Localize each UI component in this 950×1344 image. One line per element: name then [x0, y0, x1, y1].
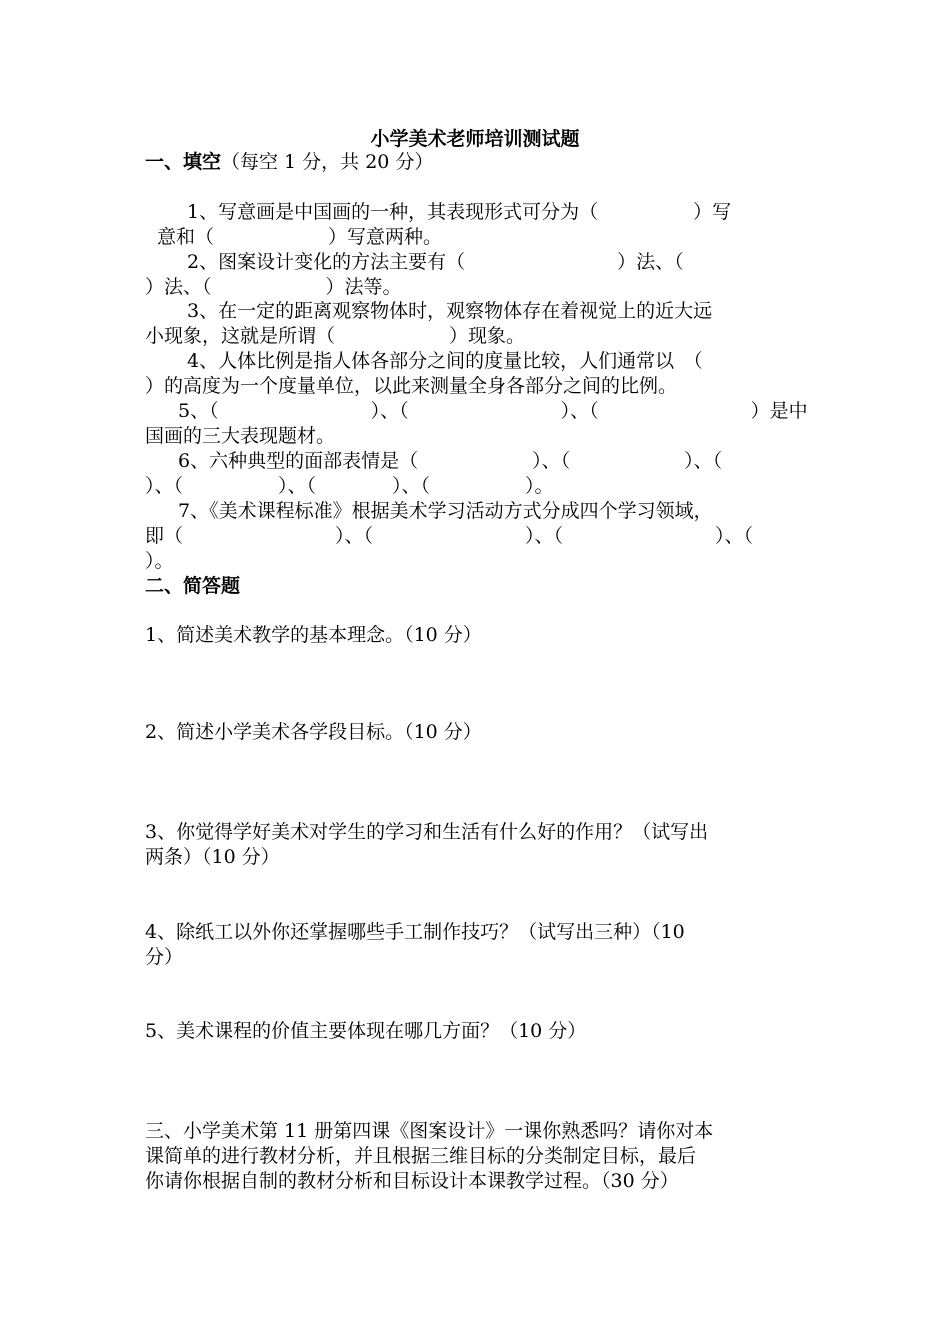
short-answer-q1: 1、简述美术教学的基本理念。（10 分） [145, 624, 482, 646]
short-answer-q4-line1: 4、除纸工以外你还掌握哪些手工制作技巧？（试写出三种）（10 [145, 921, 685, 943]
fill-q2-line2: ）法、（ ）法等。 [145, 276, 402, 298]
page-title: 小学美术老师培训测试题 [370, 128, 580, 150]
fill-q7-line1: 7、《美术课程标准》根据美术学习活动方式分成四个学习领域， [178, 500, 713, 522]
fill-q6-line1: 6、六种典型的面部表情是（ ）、（ ）、（ [178, 450, 723, 472]
section1-scoring-note: （每空 1 分，共 20 分） [221, 151, 434, 173]
short-answer-q3-line1: 3、你觉得学好美术对学生的学习和生活有什么好的作用？（试写出 [145, 821, 709, 843]
short-answer-q5: 5、美术课程的价值主要体现在哪几方面？（10 分） [145, 1020, 587, 1042]
fill-q4-line1: 4、人体比例是指人体各部分之间的度量比较，人们通常以 （ [187, 350, 703, 372]
section3-line3: 你请你根据自制的教材分析和目标设计本课教学过程。（30 分） [145, 1170, 679, 1192]
section3-line1: 三、小学美术第 11 册第四课《图案设计》一课你熟悉吗？请你对本 [145, 1120, 714, 1142]
fill-q3-line2: 小现象，这就是所谓（ ）现象。 [145, 325, 526, 347]
short-answer-q4-line2: 分） [145, 946, 184, 968]
fill-q5-line1: 5、（ ）、（ ）、（ ）是中 [178, 400, 808, 422]
short-answer-q3-line2: 两条）（10 分） [145, 846, 280, 868]
fill-q6-line2: ）、（ ）、（ ）、（ ）。 [145, 475, 554, 497]
fill-q5-line2: 国画的三大表现题材。 [145, 425, 336, 447]
fill-q1-line2: 意和（ ）写意两种。 [157, 226, 443, 248]
section1-heading-text: 一、填空 [145, 151, 222, 173]
section3-line2: 课简单的进行教材分析，并且根据三维目标的分类制定目标，最后 [145, 1145, 697, 1167]
fill-q7-line3: ）。 [145, 550, 174, 572]
short-answer-q2: 2、简述小学美术各学段目标。（10 分） [145, 721, 482, 743]
section2-heading: 二、简答题 [145, 575, 241, 597]
fill-q4-line2: ）的高度为一个度量单位，以此来测量全身各部分之间的比例。 [145, 375, 678, 397]
section1-heading [145, 150, 433, 175]
fill-q1-line1: 1、写意画是中国画的一种，其表现形式可分为（ ）写 [187, 201, 732, 223]
fill-q7-line2: 即（ ）、（ ）、（ ）、（ [145, 525, 754, 547]
fill-q2-line1: 2、图案设计变化的方法主要有（ ）法、（ [187, 251, 684, 273]
fill-q3-line1: 3、在一定的距离观察物体时，观察物体存在着视觉上的近大远 [187, 300, 713, 322]
